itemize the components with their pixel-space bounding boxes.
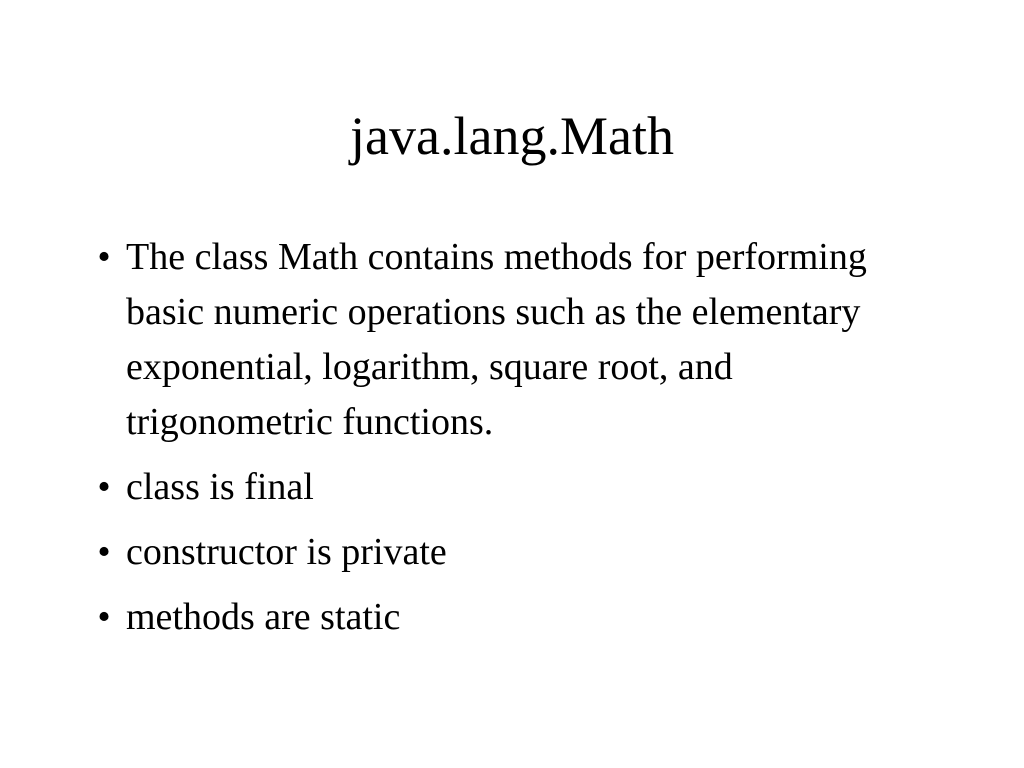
bullet-icon: • xyxy=(97,596,111,638)
bullet-item-final xyxy=(82,460,912,515)
bullet-icon: • xyxy=(97,466,111,508)
bullet-item-static xyxy=(82,590,912,645)
bullet-text: methods are static xyxy=(126,596,401,638)
bullet-icon: • xyxy=(97,236,111,278)
slide-title: java.lang.Math xyxy=(350,106,674,166)
bullet-icon: • xyxy=(97,531,111,573)
bullet-text: constructor is private xyxy=(126,531,447,573)
bullet-text: The class Math contains methods for performing basic numeric operations such as the elementary exponential, logarithm, square root, and trigonometric functions. xyxy=(126,236,867,443)
bullet-list xyxy=(82,230,912,655)
bullet-item-description xyxy=(82,230,912,450)
bullet-item-constructor xyxy=(82,525,912,580)
bullet-text: class is final xyxy=(126,466,314,508)
